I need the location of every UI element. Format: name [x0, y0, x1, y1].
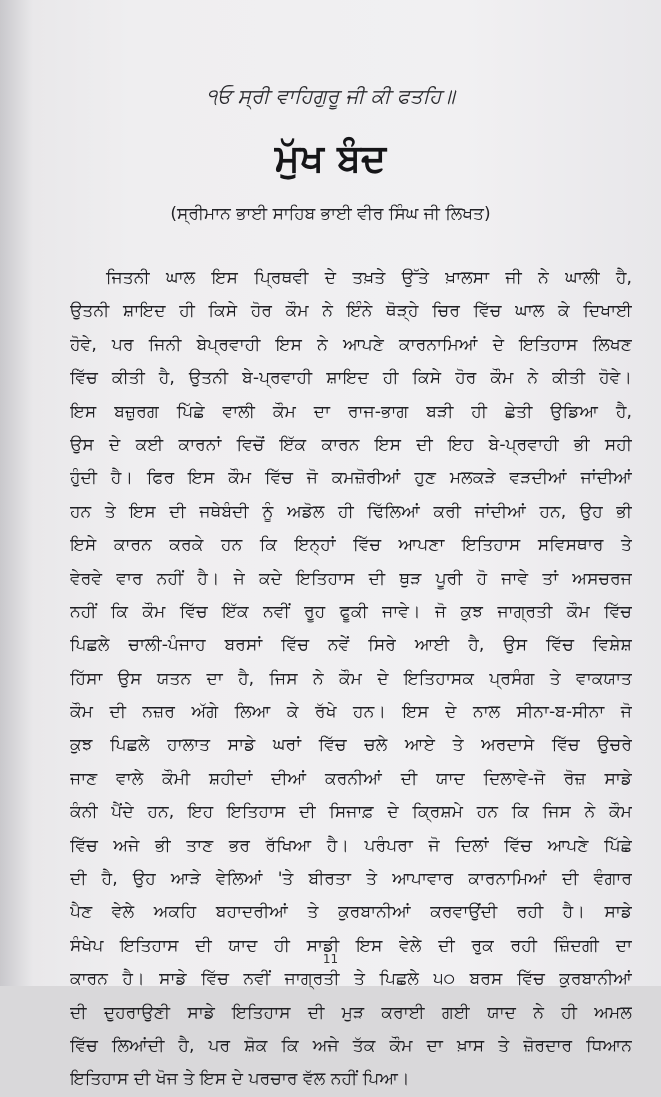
text-line: ਜਿਤਨੀ ਘਾਲ ਇਸ ਪ੍ਰਿਥਵੀ ਦੇ ਤਖ਼ਤੇ ਉੱਤੇ ਖ਼ਾਲਸਾ ਜੀ ਨੇ ਘਾਲੀ ਹੈ,	[106, 268, 632, 288]
text-line: ਉਸ ਦੇ ਕਈ ਕਾਰਨਾਂ ਵਿਚੋਂ ਇੱਕ ਕਾਰਨ ਇਸ ਦੀ ਇਹ ਬੇ-ਪ੍ਰਵਾਹੀ ਭੀ ਸਹੀ	[70, 434, 632, 455]
text-line: ਹੁੰਦੀ ਹੈ। ਫਿਰ ਇਸ ਕੌਮ ਵਿੱਚ ਜੋ ਕਮਜ਼ੋਰੀਆਂ ਹੁਣ ਮਲਕੜੇ ਵੜਦੀਆਂ ਜਾਂਦੀਆਂ	[70, 468, 632, 489]
page-title: ਮੁੱਖ ਬੰਦ	[274, 136, 387, 180]
text-line: ਜਾਣ ਵਾਲੇ ਕੌਮੀ ਸ਼ਹੀਦਾਂ ਦੀਆਂ ਕਰਨੀਆਂ ਦੀ ਯਾਦ ਦਿਲਾਵੇ-ਜੋ ਰੋਜ਼ ਸਾਡੇ	[70, 768, 632, 789]
text-line: ਕੁਝ ਪਿਛਲੇ ਹਾਲਾਤ ਸਾਡੇ ਘਰਾਂ ਵਿੱਚ ਚਲੇ ਆਏ ਤੇ ਅਰਦਾਸੇ ਵਿੱਚ ਉਚਰੇ	[70, 735, 632, 756]
text-line: ਵਿੱਚ ਲਿਆਂਦੀ ਹੈ, ਪਰ ਸ਼ੋਕ ਕਿ ਅਜੇ ਤੱਕ ਕੌਮ ਦਾ ਖ਼ਾਸ ਤੇ ਜ਼ੋਰਦਾਰ ਧਿਆਨ	[70, 1035, 632, 1056]
text-line: ਇਤਿਹਾਸ ਦੀ ਖੋਜ ਤੇ ਇਸ ਦੇ ਪਰਚਾਰ ਵੱਲ ਨਹੀਂ ਪਿਆ।	[70, 1069, 410, 1090]
text-line: ਨਹੀਂ ਕਿ ਕੌਮ ਵਿੱਚ ਇੱਕ ਨਵੀਂ ਰੂਹ ਫੂਕੀ ਜਾਵੇ। ਜੋ ਕੁਝ ਜਾਗ੍ਰਤੀ ਕੌਮ ਵਿੱਚ	[70, 601, 632, 622]
text-line: ਕੰਨੀ ਪੈਂਦੇ ਹਨ, ਇਹ ਇਤਿਹਾਸ ਦੀ ਸਿਜਾਫ਼ ਦੇ ਕ੍ਰਿਸ਼ਮੇ ਹਨ ਕਿ ਜਿਸ ਨੇ ਕੌਮ	[70, 802, 632, 823]
text-line: ਹਿੱਸਾ ਉਸ ਯਤਨ ਦਾ ਹੈ, ਜਿਸ ਨੇ ਕੌਮ ਦੇ ਇਤਿਹਾਸਕ ਪ੍ਰਸੰਗ ਤੇ ਵਾਕਯਾਤ	[70, 668, 632, 689]
text-line: ਸੰਖੇਪ ਇਤਿਹਾਸ ਦੀ ਯਾਦ ਹੀ ਸਾਡੀ ਇਸ ਵੇਲੇ ਦੀ ਰੁਕ ਰਹੀ ਜ਼ਿੰਦਗੀ ਦਾ	[70, 935, 632, 956]
text-line: ਉਤਨੀ ਸ਼ਾਇਦ ਹੀ ਕਿਸੇ ਹੋਰ ਕੌਮ ਨੇ ਇੰਨੇ ਥੋੜ੍ਹੇ ਚਿਰ ਵਿੱਚ ਘਾਲ ਕੇ ਦਿਖਾਈ	[70, 301, 632, 322]
text-line: ਹੋਵੇ, ਪਰ ਜਿਨੀ ਬੇਪ੍ਰਵਾਹੀ ਇਸ ਨੇ ਆਪਣੇ ਕਾਰਨਾਮਿਆਂ ਦੇ ਇਤਿਹਾਸ ਲਿਖਣ	[70, 334, 632, 355]
text-line: ਪਿਛਲੇ ਚਾਲੀ-ਪੰਜਾਹ ਬਰਸਾਂ ਵਿੱਚ ਨਵੇਂ ਸਿਰੇ ਆਈ ਹੈ, ਉਸ ਵਿੱਚ ਵਿਸ਼ੇਸ਼	[70, 635, 632, 656]
author-attribution: (ਸ੍ਰੀਮਾਨ ਭਾਈ ਸਾਹਿਬ ਭਾਈ ਵੀਰ ਸਿੰਘ ਜੀ ਲਿਖਤ)	[170, 204, 491, 224]
text-line: ਦੀ ਦੁਹਰਾਉਣੀ ਸਾਡੇ ਇਤਿਹਾਸ ਦੀ ਮੁੜ ਕਰਾਈ ਗਈ ਯਾਦ ਨੇ ਹੀ ਅਮਲ	[70, 1002, 632, 1023]
text-line: ਵਿੱਚ ਕੀਤੀ ਹੈ, ਉਤਨੀ ਬੇ-ਪ੍ਰਵਾਹੀ ਸ਼ਾਇਦ ਹੀ ਕਿਸੇ ਹੋਰ ਕੌਮ ਨੇ ਕੀਤੀ ਹੋਵੇ।	[70, 368, 632, 389]
text-line: ਕੌਮ ਦੀ ਨਜ਼ਰ ਅੱਗੇ ਲਿਆ ਕੇ ਰੱਖੇ ਹਨ। ਇਸ ਦੇ ਨਾਲ ਸੀਨਾ-ਬ-ਸੀਨਾ ਜੋ	[70, 702, 632, 723]
text-line: ਵਿੱਚ ਅਜੇ ਭੀ ਤਾਣ ਭਰ ਰੱਖਿਆ ਹੈ। ਪਰੰਪਰਾ ਜੋ ਦਿਲਾਂ ਵਿੱਚ ਆਪਣੇ ਪਿੱਛੇ	[70, 835, 632, 856]
text-line: ਪੈਣ ਵੇਲੇ ਅਕਹਿ ਬਹਾਦਰੀਆਂ ਤੇ ਕੁਰਬਾਨੀਆਂ ਕਰਵਾਉਂਦੀ ਰਹੀ ਹੈ। ਸਾਡੇ	[70, 902, 632, 923]
text-line: ਹਨ ਤੇ ਇਸ ਦੀ ਜਥੇਬੰਦੀ ਨੂੰ ਅਡੋਲ ਹੀ ਢਿੱਲਿਆਂ ਕਰੀ ਜਾਂਦੀਆਂ ਹਨ, ਉਹ ਭੀ	[70, 501, 632, 522]
invocation-heading: ੧ਓ ਸ੍ਰੀ ਵਾਹਿਗੁਰੂ ਜੀ ਕੀ ਫਤਹਿ॥	[206, 84, 455, 108]
body-paragraph	[70, 262, 632, 1097]
text-line: ਇਸੇ ਕਾਰਨ ਕਰਕੇ ਹਨ ਕਿ ਇਨ੍ਹਾਂ ਵਿੱਚ ਆਪਣਾ ਇਤਿਹਾਸ ਸਵਿਸਥਾਰ ਤੇ	[70, 535, 632, 556]
text-line: ਵੇਰਵੇ ਵਾਰ ਨਹੀਂ ਹੈ। ਜੇ ਕਦੇ ਇਤਿਹਾਸ ਦੀ ਥੁੜ ਪੂਰੀ ਹੋ ਜਾਵੇ ਤਾਂ ਅਸਚਰਜ	[70, 568, 632, 589]
text-line: ਕਾਰਨ ਹੈ। ਸਾਡੇ ਵਿੱਚ ਨਵੀਂ ਜਾਗ੍ਰਤੀ ਤੇ ਪਿਛਲੇ ੫੦ ਬਰਸ ਵਿੱਚ ਕੁਰਬਾਨੀਆਂ	[70, 969, 632, 990]
page-number: 11	[322, 952, 339, 966]
text-line: ਇਸ ਬਜ਼ੁਰਗ ਪਿੱਛੇ ਵਾਲੀ ਕੌਮ ਦਾ ਰਾਜ-ਭਾਗ ਬੜੀ ਹੀ ਛੇਤੀ ਉਡਿਆ ਹੈ,	[70, 401, 632, 422]
text-line: ਦੀ ਹੈ, ਉਹ ਆੜੇ ਵੇਲਿਆਂ 'ਤੇ ਬੀਰਤਾ ਤੇ ਆਪਾਵਾਰ ਕਾਰਨਾਮਿਆਂ ਦੀ ਵੰਗਾਰ	[70, 869, 632, 890]
